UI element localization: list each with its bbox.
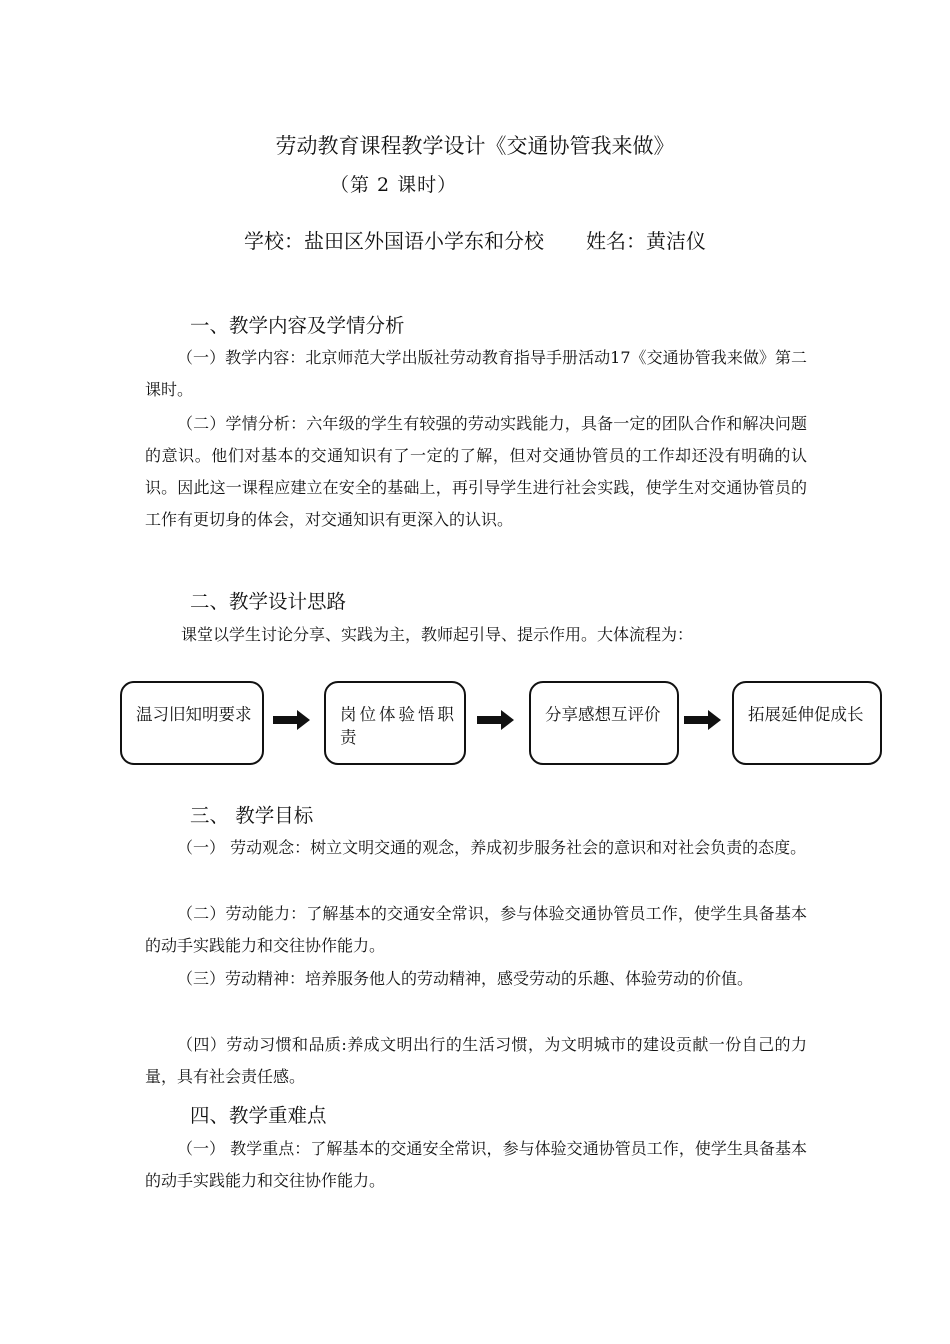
flow-step-1: 温习旧知明要求: [120, 681, 264, 765]
section-1-paragraph-1: （一）教学内容：北京师范大学出版社劳动教育指导手册活动17《交通协管我来做》第二课时。: [145, 348, 807, 399]
section-1-paragraph-2: （二）学情分析：六年级的学生有较强的劳动实践能力，具备一定的团队合作和解决问题的意识。他们对基本的交通知识有了一定的了解，但对交通协管员的工作却还没有明确的认识。因此这一课程应建立在安全的基础上，再引导学生进行社会实践，使学生对交通协管员的工作有更切身的体会，对交通知识有更深入的认识。: [145, 414, 807, 529]
right-arrow-icon: [477, 709, 515, 731]
flow-step-2: 岗位体验悟职责: [324, 681, 466, 765]
section-2-heading: 二、教学设计思路: [190, 590, 347, 613]
document-subtitle: （第 2 课时）: [330, 174, 458, 196]
section-3-paragraph-3: （三）劳动精神：培养服务他人的劳动精神，感受劳动的乐趣、体验劳动的价值。: [177, 969, 754, 988]
section-3-heading: 三、 教学目标: [190, 804, 314, 827]
teacher-name: 姓名：黄洁仪: [586, 229, 706, 253]
section-3-paragraph-4: （四）劳动习惯和品质:养成文明出行的生活习惯，为文明城市的建设贡献一份自己的力量，具有社会责任感。: [145, 1035, 807, 1086]
section-4-paragraph-1: （一） 教学重点：了解基本的交通安全常识，参与体验交通协管员工作，使学生具备基本的动手实践能力和交往协作能力。: [145, 1139, 807, 1190]
right-arrow-icon: [273, 709, 311, 731]
document-title: 劳动教育课程教学设计《交通协管我来做》: [275, 134, 675, 158]
author-line: [0, 225, 950, 254]
section-4-heading: 四、教学重难点: [190, 1104, 327, 1127]
section-2-paragraph-1: 课堂以学生讨论分享、实践为主，教师起引导、提示作用。大体流程为：: [181, 625, 694, 644]
section-3-paragraph-2: （二）劳动能力：了解基本的交通安全常识，参与体验交通协管员工作，使学生具备基本的动手实践能力和交往协作能力。: [145, 904, 807, 955]
right-arrow-icon: [684, 709, 722, 731]
school-name: 学校：盐田区外国语小学东和分校: [244, 229, 544, 253]
flow-step-4: 拓展延伸促成长: [732, 681, 882, 765]
section-1-heading: 一、教学内容及学情分析: [190, 314, 405, 337]
flow-step-3: 分享感想互评价: [529, 681, 679, 765]
section-3-paragraph-1: （一） 劳动观念：树立文明交通的观念，养成初步服务社会的意识和对社会负责的态度。: [177, 838, 807, 857]
